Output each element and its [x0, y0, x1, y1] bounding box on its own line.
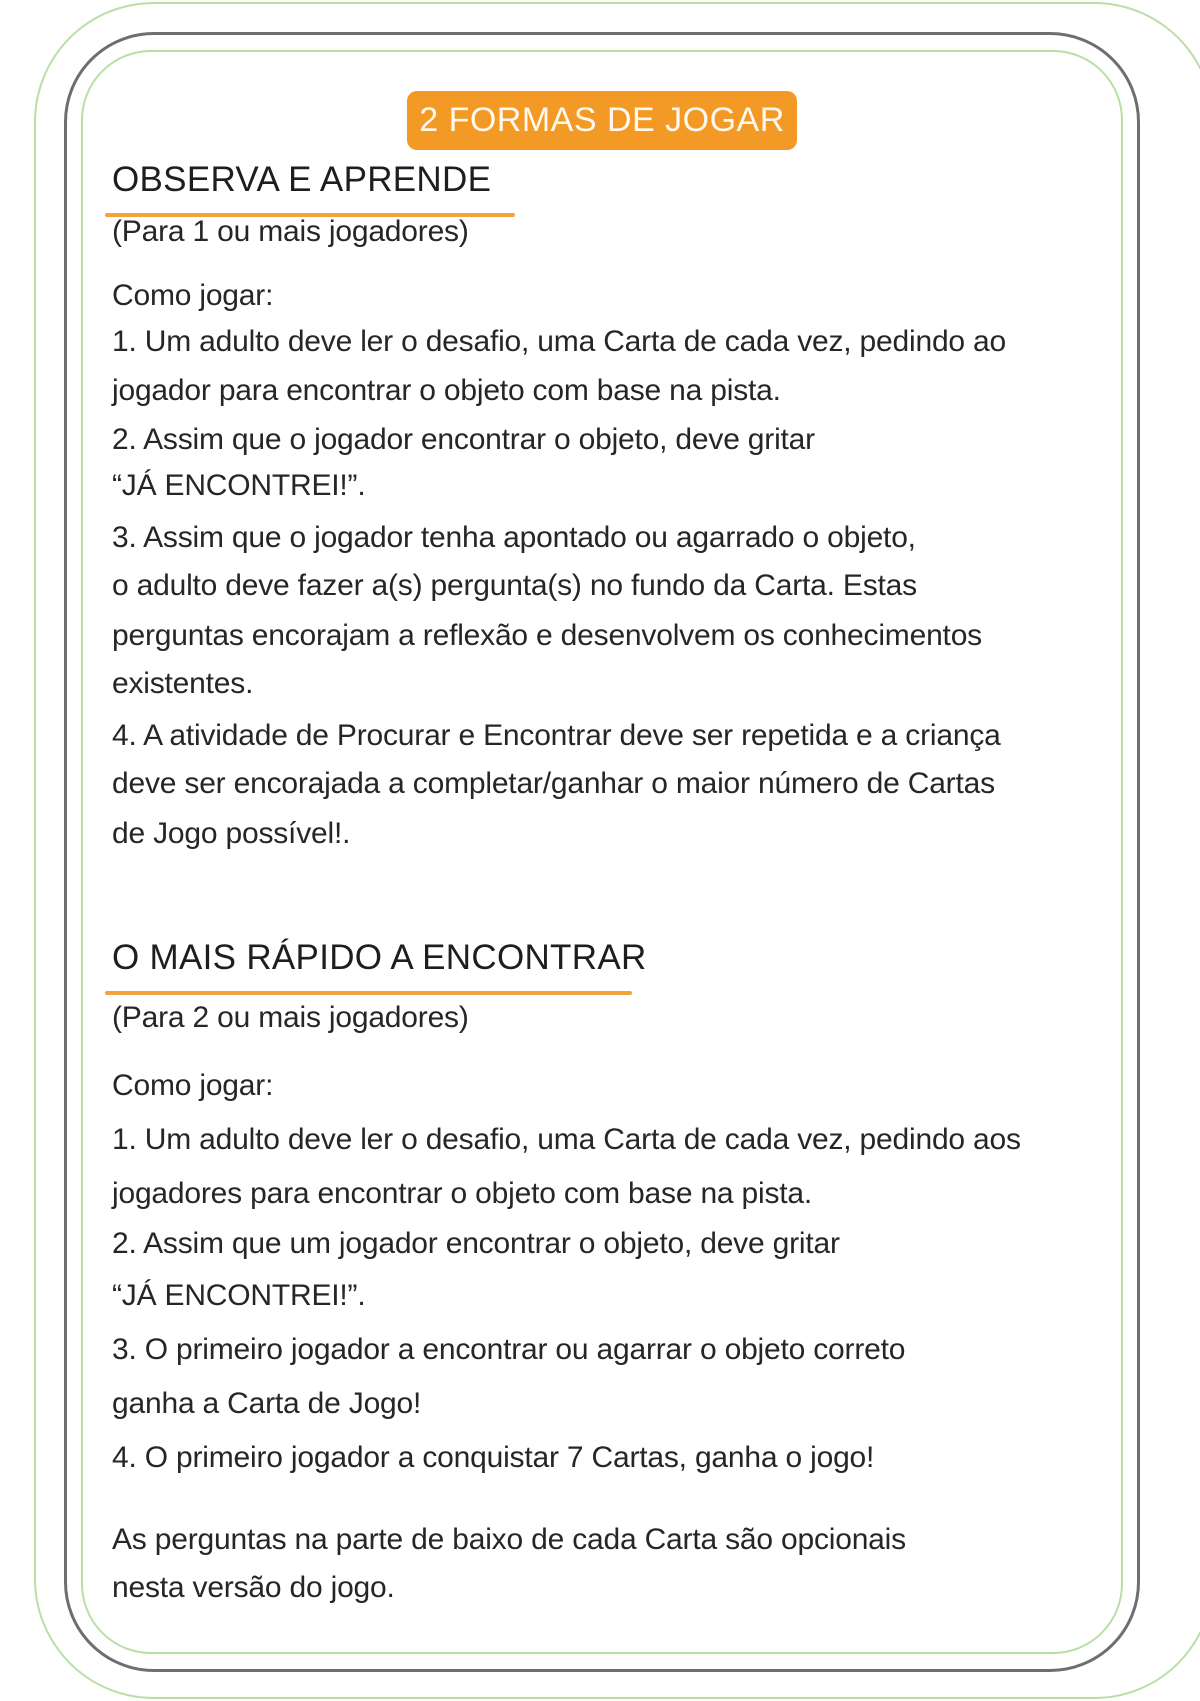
rule-line: jogadores para encontrar o objeto com base na pista. [112, 1177, 813, 1210]
rule-line: 4. O primeiro jogador a conquistar 7 Cartas, ganha o jogo! [112, 1441, 875, 1474]
rule-line: existentes. [112, 667, 254, 700]
title-badge: 2 FORMAS DE JOGAR [407, 91, 797, 150]
how-to-play-label: Como jogar: [112, 1069, 274, 1102]
rule-line: “JÁ ENCONTREI!”. [112, 1279, 366, 1312]
rule-line: 1. Um adulto deve ler o desafio, uma Carta de cada vez, pedindo ao [112, 325, 1007, 358]
rule-line: 3. O primeiro jogador a encontrar ou agarrar o objeto correto [112, 1333, 906, 1366]
players-info: (Para 2 ou mais jogadores) [112, 1001, 469, 1034]
players-info: (Para 1 ou mais jogadores) [112, 215, 469, 248]
rule-line: de Jogo possível!. [112, 817, 351, 850]
rule-line: 4. A atividade de Procurar e Encontrar deve ser repetida e a criança [112, 719, 1001, 752]
note-line: nesta versão do jogo. [112, 1571, 395, 1604]
rule-line: “JÁ ENCONTREI!”. [112, 469, 366, 502]
section-title-observa: OBSERVA E APRENDE [112, 160, 492, 199]
section-title-mais-rapido: O MAIS RÁPIDO A ENCONTRAR [112, 938, 647, 977]
rule-line: 2. Assim que um jogador encontrar o objeto, deve gritar [112, 1227, 840, 1260]
rule-line: ganha a Carta de Jogo! [112, 1387, 422, 1420]
section-title-underline [105, 991, 632, 995]
note-line: As perguntas na parte de baixo de cada Carta são opcionais [112, 1523, 906, 1556]
rule-line: 2. Assim que o jogador encontrar o objeto, deve gritar [112, 423, 815, 456]
rule-line: 3. Assim que o jogador tenha apontado ou agarrado o objeto, [112, 521, 916, 554]
rule-line: o adulto deve fazer a(s) pergunta(s) no fundo da Carta. Estas [112, 569, 917, 602]
how-to-play-label: Como jogar: [112, 279, 274, 312]
rule-line: deve ser encorajada a completar/ganhar o maior número de Cartas [112, 767, 995, 800]
rule-line: 1. Um adulto deve ler o desafio, uma Carta de cada vez, pedindo aos [112, 1123, 1021, 1156]
rule-line: jogador para encontrar o objeto com base na pista. [112, 374, 781, 407]
rule-line: perguntas encorajam a reflexão e desenvolvem os conhecimentos [112, 619, 982, 652]
